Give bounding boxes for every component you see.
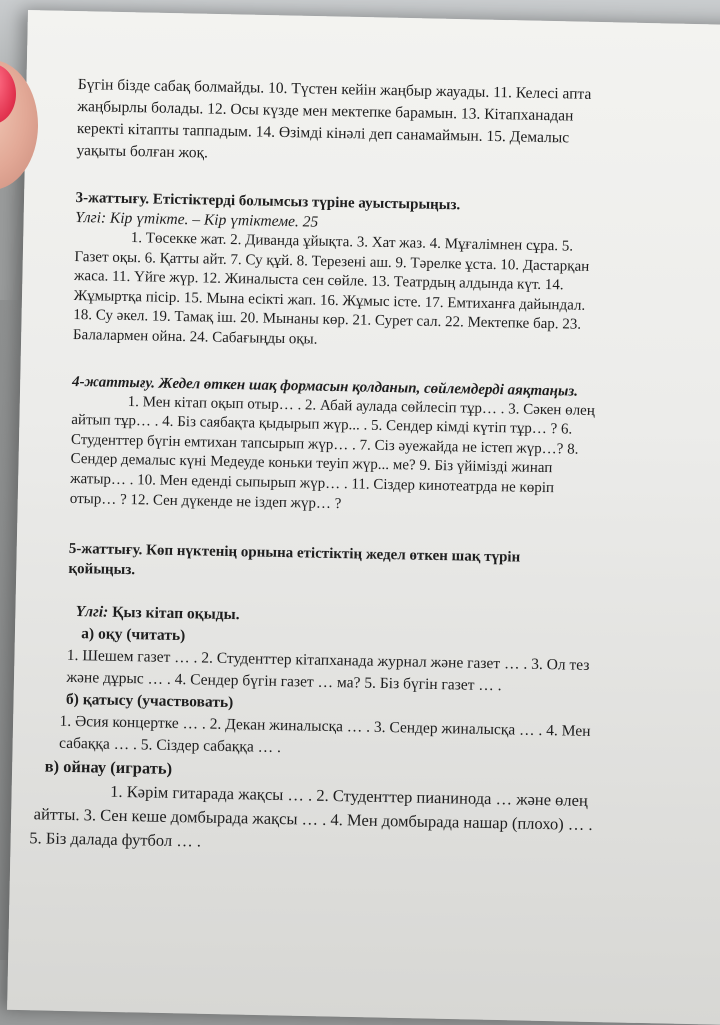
exercise-line: 18. Су әкел. 19. Тамақ іш. 20. Мынаны көр. 21. Сурет сал. 22. Мектепке бар. 23.	[73, 307, 582, 334]
exercise-line: 1. Кәрім гитарада жақсы … . 2. Студенттер пианинода … және өлең	[110, 781, 588, 811]
exercise-line: жатыр… . 10. Мен еденді сыпырып жүр… . 11. Сіздер кинотеатрда не көріп	[70, 470, 555, 497]
exercise-line: айтып тұр… . 4. Біз саябақта қыдырып жүр... . 5. Сендер кімді күтіп тұр… ? 6.	[71, 412, 573, 438]
exercise-line: 1. Шешем газет … . 2. Студенттер кітапханада журнал және газет … . 3. Ол тез	[66, 647, 590, 675]
section-b	[58, 689, 696, 767]
exercise-line: сабаққа … . 5. Сіздер сабаққа … .	[58, 734, 282, 757]
exercise-line: Студенттер бүгін емтихан тапсырып жүр… . 7. Сіз әуежайда не істеп жүр…? 8.	[70, 431, 579, 458]
exercise-line: Сендер демалыс күні Медеуде коньки теуіп жүр... ме? 9. Біз үйімізді жинап	[70, 451, 553, 477]
exercise-line: 5. Біз далада футбол … .	[29, 828, 202, 851]
section-a	[66, 623, 697, 701]
exercise-line: 1. Мен кітап оқып отыр… . 2. Абай аулада сөйлесіп тұр… . 3. Сәкен өлең	[127, 393, 595, 419]
section-c-body	[29, 778, 694, 863]
exercise-line: және дұрыс … . 4. Сендер бүгін газет … ма? 5. Біз бүгін газет … .	[66, 669, 502, 695]
intro-line: уақыты болған жоқ.	[76, 141, 209, 162]
exercise-3-title: 3-жаттығу. Етістіктерді болымсыз түріне ауыстырыңыз.	[75, 189, 461, 214]
exercise-5-title-line: 5-жаттығу. Көп нүктенің орнына етістіктің жедел өткен шақ түрін	[68, 541, 521, 566]
section-b-heading: б) қатысу (участвовать)	[65, 691, 234, 712]
intro-line: жаңбырлы болады. 12. Осы күзде мен мектепке барамын. 13. Кітапханадан	[77, 97, 574, 125]
section-a-heading: а) оқу (читать)	[81, 625, 186, 645]
exercise-line: 1. Әсия концертке … . 2. Декан жиналысқа … . 3. Сендер жиналысқа … . 4. Мен	[59, 712, 591, 741]
exercise-line: 1. Төсекке жат. 2. Диванда ұйықта. 3. Хат жаз. 4. Мұғалімнен сұра. 5.	[130, 230, 574, 255]
exercise-line: Жұмыртқа пісір. 15. Мына есікті жап. 16. Жұмыс істе. 17. Емтиханға дайындал.	[73, 287, 586, 314]
intro-line: Бүгін бізде сабақ болмайды. 10. Түстен кейін жаңбыр жауады. 11. Келесі апта	[77, 75, 592, 103]
intro-paragraph	[76, 74, 708, 174]
exercise-5-title	[68, 539, 699, 591]
example-label: Үлгі:	[75, 603, 109, 621]
exercise-4-body	[70, 392, 702, 522]
exercise-5-title-line: қойыңыз.	[68, 561, 136, 579]
example-text: Қыз кітап оқыды.	[112, 603, 240, 624]
intro-line: керекті кітапты таппадым. 14. Өзімді кінәлі деп санамаймын. 15. Демалыс	[76, 119, 570, 147]
exercise-3-example: Үлгі: Кір үтікте. – Кір үтіктеме. 25	[75, 208, 319, 231]
exercise-4-title: 4-жаттығу. Жедел өткен шақ формасын қолданып, сөйлемдерді аяқтаңыз.	[71, 373, 579, 400]
exercise-3-body	[73, 228, 705, 358]
exercise-4	[70, 372, 703, 522]
document-content	[29, 74, 708, 863]
exercise-line: айтты. 3. Сен кеше домбырада жақсы … . 4. Мен домбырада нашар (плохо) … .	[33, 804, 593, 835]
section-c	[29, 755, 695, 863]
exercise-line: Газет оқы. 6. Қатты айт. 7. Су құй. 8. Терезені аш. 9. Тәрелке ұста. 10. Дастарқан	[74, 248, 590, 275]
exercise-line: отыр… ? 12. Сен дүкенде не іздеп жүр… ?	[69, 490, 342, 512]
section-c-heading: в) ойнау (играть)	[44, 756, 173, 779]
exercise-line: жаса. 11. Үйге жүр. 12. Жиналыста сен сөйле. 13. Театрдың алдында күт. 14.	[73, 268, 564, 294]
exercise-3	[73, 188, 706, 358]
exercise-line: Балалармен ойна. 24. Сабағыңды оқы.	[72, 326, 318, 348]
exercise-5	[29, 539, 699, 863]
